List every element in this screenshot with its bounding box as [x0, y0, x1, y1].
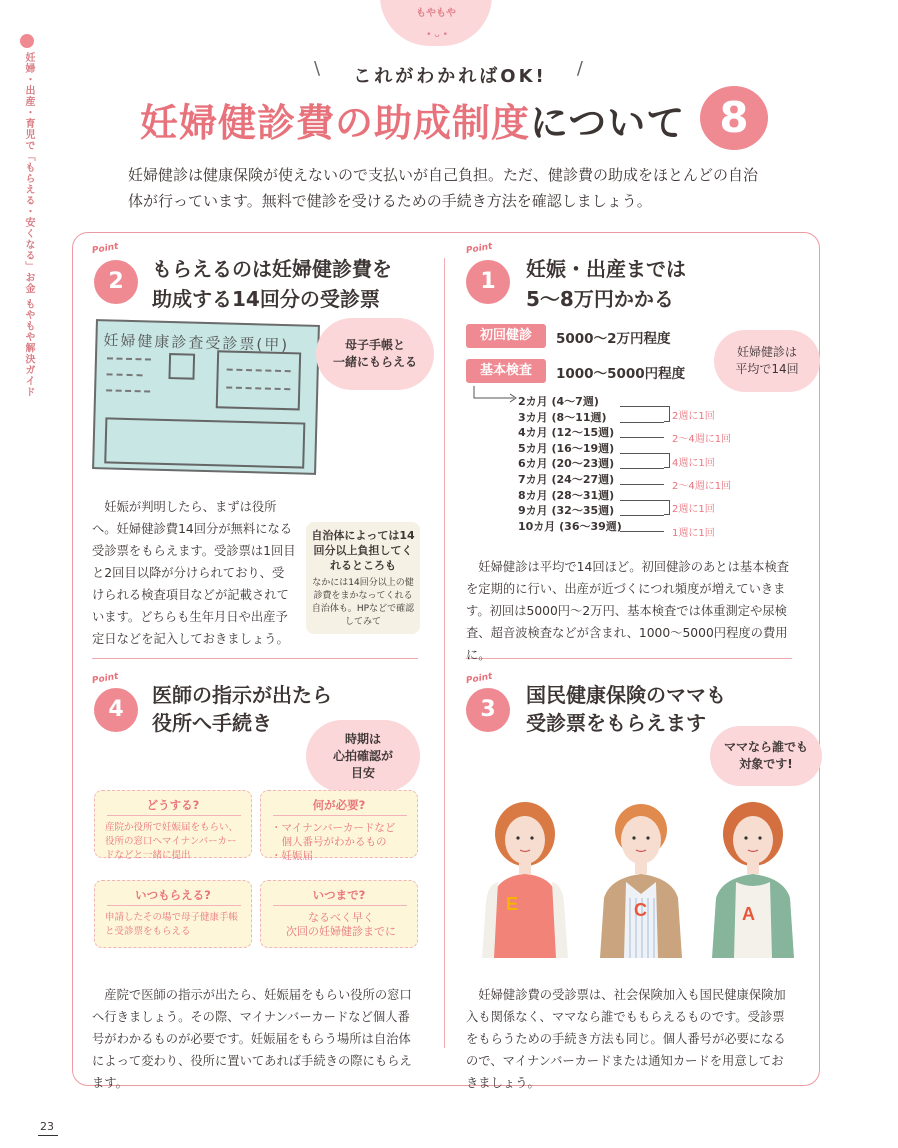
- point-2-note: [306, 522, 420, 634]
- voucher-dash: [106, 389, 150, 392]
- schedule-line: [620, 437, 664, 438]
- when-receive-heading: いつもらえる?: [135, 888, 211, 902]
- point-label: Point: [91, 671, 120, 687]
- schedule-bracket: [664, 500, 670, 516]
- note-main: 自治体によっては14回分以上負担してくれるところも: [311, 529, 415, 572]
- schedule-row: 9カ月 (32〜35週): [518, 504, 615, 518]
- point-2-body: 妊娠が判明したら、まずは役所へ。妊婦健診費14回分が無料になる受診票をもらえます。受診票は1回目と2回目以降が分けられており、受けられる検査項目などが記載されています。どちらも生年月日や出産予定日などを記入しておきましょう。: [92, 500, 296, 646]
- how-box-text: 産院か役所で妊娠届をもらい、役所の窓口へマイナンバーカードなどと一緒に提出: [105, 822, 239, 861]
- mom-e-illustration: [478, 798, 572, 958]
- schedule-line: [620, 515, 664, 516]
- point-3-cloud: ママなら誰でも 対象です!: [710, 726, 822, 786]
- page-title: [140, 92, 685, 147]
- mom-a-illustration: [706, 798, 800, 958]
- schedule-frequency: 2週に1回: [672, 504, 715, 516]
- title-pink: 妊婦健診費の助成制度: [140, 101, 531, 145]
- point-2-badge: 2: [94, 260, 138, 304]
- schedule-line: [620, 453, 664, 454]
- value-basic-exam: 1000〜5000円程度: [556, 366, 686, 382]
- point-1-title-line2: 5〜8万円かかる: [526, 287, 674, 311]
- schedule-row: 6カ月 (20〜23週): [518, 457, 615, 471]
- point-1-badge: 1: [466, 260, 510, 304]
- schedule-frequency: 2週に1回: [672, 410, 715, 422]
- point-4-cloud: 時期は 心拍確認が 目安: [306, 720, 420, 792]
- point-4-body: 産院で医師の指示が出たら、妊娠届をもらい役所の窓口へ行きましょう。その際、マイナンバーカードなど個人番号がわかるものが必要です。妊娠届をもらう場所は自治体によって変わり、役所に置いてあれば手続きの際にもらえます。: [92, 988, 412, 1090]
- letter-e: E: [506, 894, 519, 914]
- schedule-line: [620, 484, 664, 485]
- header-cloud-text: もやもや: [416, 8, 456, 19]
- schedule-line: [620, 531, 664, 532]
- point-label: Point: [465, 671, 494, 687]
- arrow-icon: [470, 384, 520, 408]
- schedule-frequency: 2〜4週に1回: [672, 481, 732, 492]
- voucher-dash: [107, 373, 143, 376]
- schedule-row: 4カ月 (12〜15週): [518, 426, 615, 440]
- schedule-line: [620, 500, 664, 501]
- point-2-cloud: 母子手帳と 一緒にもらえる: [316, 318, 434, 390]
- schedule-bracket: [664, 453, 670, 469]
- voucher-title: 妊婦健康診査受診票(甲): [103, 331, 290, 355]
- point-label: Point: [91, 241, 120, 257]
- point-3-title-line2: 受診票をもらえます: [526, 711, 706, 735]
- section-number-badge: 8: [700, 86, 768, 150]
- letter-c: C: [634, 900, 647, 920]
- schedule-bracket: [664, 406, 670, 422]
- point-4-title-line2: 役所へ手続き: [152, 711, 272, 735]
- when-receive-box: [94, 880, 252, 948]
- letter-a: A: [742, 904, 755, 924]
- schedule-frequency: 4週に1回: [672, 457, 715, 469]
- when-receive-text: 申請したその場で母子健康手帳と受診票をもらえる: [105, 912, 239, 937]
- point-1-cloud: 妊婦健診は 平均で14回: [714, 330, 820, 392]
- deadline-text: なるべく早く 次回の妊婦健診までに: [286, 911, 396, 938]
- tag-basic-exam: 基本検査: [466, 359, 546, 383]
- deadline-box: [260, 880, 418, 948]
- schedule-row: 3カ月 (8〜11週): [518, 410, 607, 424]
- side-label: 妊婦・出産・育児で「もらえる・安くなる」お金 もやもや解決ガイド: [23, 52, 34, 398]
- voucher-box-large: [216, 350, 301, 410]
- deadline-heading: いつまで?: [312, 888, 366, 902]
- how-box: [94, 790, 252, 861]
- tag-first-checkup: 初回健診: [466, 324, 546, 348]
- what-needed-box: [260, 790, 418, 862]
- schedule-line: [620, 468, 664, 469]
- subtitle: \ これがわかればOK! /: [340, 62, 560, 88]
- horizontal-divider-left: [92, 658, 418, 659]
- point-1-body: 妊婦健診は平均で14回ほど。初回健診のあとは基本検査を定期的に行い、出産が近づくにつれ頻度が増えていきます。初回は5000円〜2万円、基本検査では体重測定や尿検査、超音波検査などが含まれ、1000〜5000円程度の費用に。: [466, 560, 790, 662]
- point-4-title-line1: 医師の指示が出たら: [152, 683, 332, 707]
- page-number: 23: [40, 1120, 54, 1133]
- schedule-row: 2カ月 (4〜7週): [518, 395, 599, 408]
- schedule-line: [620, 406, 664, 407]
- note-sub: なかには14回分以上の健診費をまかなってくれる自治体も。HPなどで確認してみて: [311, 578, 415, 627]
- voucher-illustration: [92, 319, 320, 475]
- voucher-table: [104, 417, 305, 468]
- smile-face-icon: • ᴗ •: [426, 30, 448, 40]
- title-dark: について: [530, 101, 686, 145]
- schedule-row: 5カ月 (16〜19週): [518, 441, 615, 455]
- schedule-line: [620, 422, 664, 423]
- schedule-row: 8カ月 (28〜31週): [518, 488, 615, 502]
- voucher-box-small: [168, 353, 195, 380]
- point-3-badge: 3: [466, 688, 510, 732]
- schedule-row: 10カ月 (36〜39週): [518, 519, 622, 533]
- schedule-row: 7カ月 (24〜27週): [518, 473, 615, 486]
- point-label: Point: [465, 241, 494, 257]
- point-2-title-line1: もらえるのは妊婦健診費を: [152, 257, 392, 281]
- point-3-title-line1: 国民健康保険のママも: [526, 683, 726, 707]
- what-needed-heading: 何が必要?: [312, 798, 366, 812]
- side-dot-icon: [20, 34, 34, 48]
- schedule-frequency: 2〜4週に1回: [672, 434, 732, 446]
- point-4-badge: 4: [94, 688, 138, 732]
- value-first-checkup: 5000〜2万円程度: [556, 331, 671, 347]
- point-3-body: 妊婦健診費の受診票は、社会保険加入も国民健康保険加入も関係なく、ママなら誰でももらえるものです。受診票をもらうための手続き方法も同じ。個人番号が必要になるので、マイナンバーカードまたは通知カードを用意しておきましょう。: [466, 988, 786, 1090]
- vertical-divider: [444, 258, 445, 1048]
- voucher-dash: [107, 357, 151, 360]
- intro-text: 妊婦健診は健康保険が使えないので支払いが自己負担。ただ、健診費の助成をほとんどの自治体が行っています。無料で健診を受けるための手続き方法を確認しましょう。: [128, 166, 759, 210]
- schedule-frequency: 1週に1回: [672, 527, 715, 539]
- how-box-heading: どうする?: [146, 798, 200, 812]
- what-needed-text: ・マイナンバーカードなど 個人番号がわかるもの ・妊娠届: [271, 822, 396, 862]
- point-2-title-line2: 助成する14回分の受診票: [152, 287, 380, 311]
- mom-c-illustration: [594, 798, 688, 958]
- point-1-title-line1: 妊娠・出産までは: [526, 257, 686, 281]
